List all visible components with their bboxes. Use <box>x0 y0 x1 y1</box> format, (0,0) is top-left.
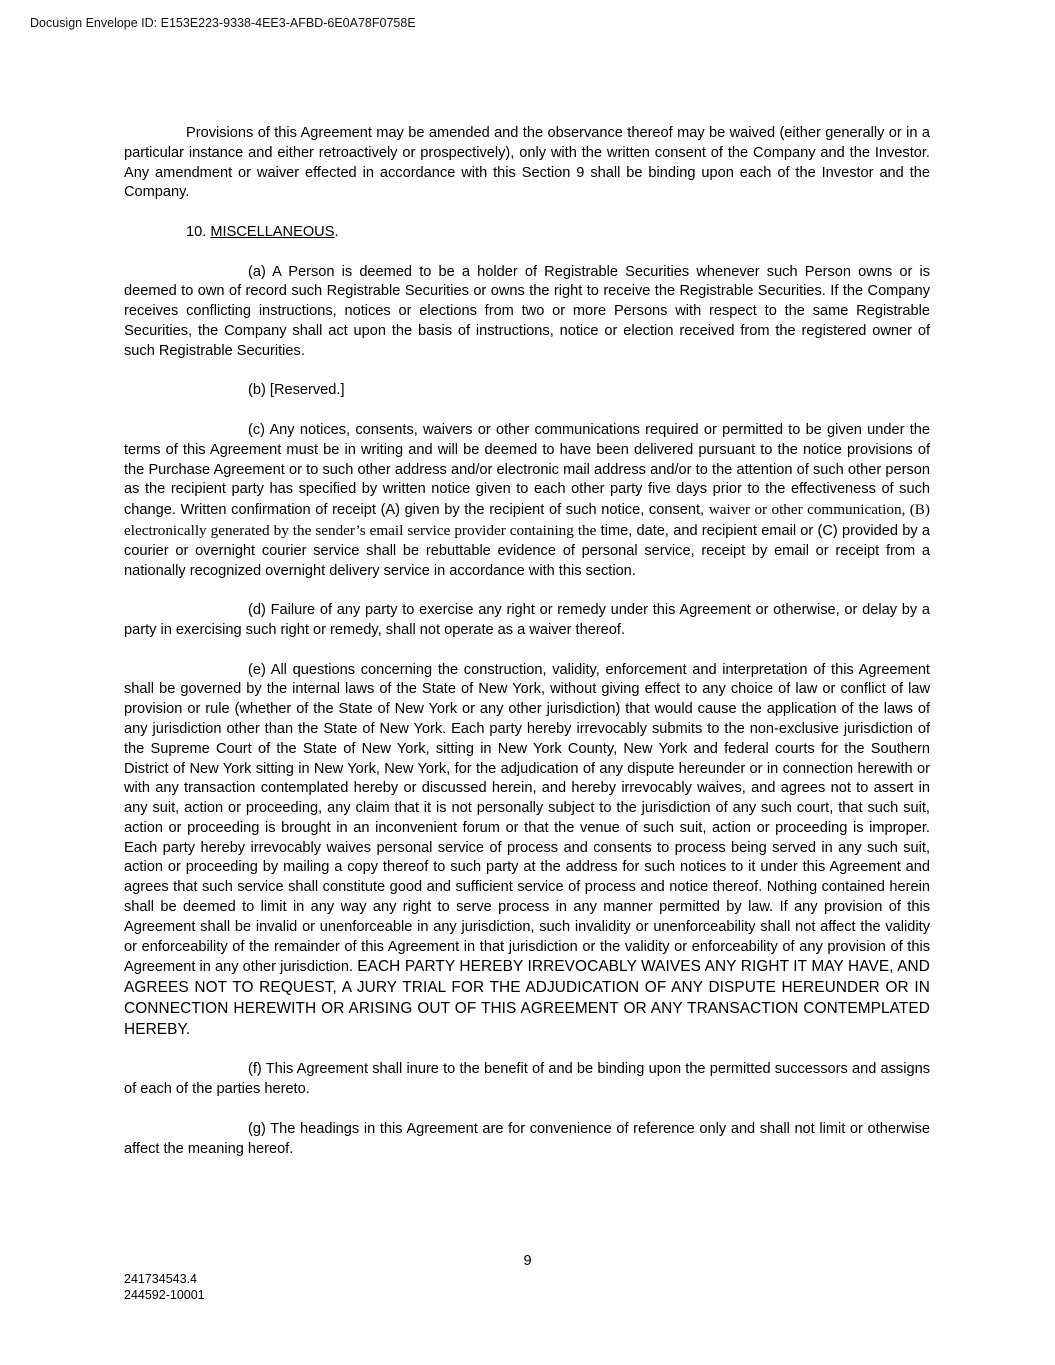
envelope-id-header: Docusign Envelope ID: E153E223-9338-4EE3-AFBD-6E0A78F0758E <box>30 16 416 30</box>
clause-e-text: (e) All questions concerning the construction, validity, enforcement and interpretation of this Agreement shall be governed by the internal laws of the State of New York, without giving effect to any choice of law or conflict of law provision or rule (whether of the State of New York or any other jurisdiction) that would cause the application of the laws of any jurisdiction other than the State of New York. Each party hereby irrevocably submits to the non-exclusive jurisdiction of the Supreme Court of the State of New York, sitting in New York County, New York and federal courts for the Southern District of New York sitting in New York, New York, for the adjudication of any dispute hereunder or in connection herewith or with any transaction contemplated hereby or discussed herein, and hereby irrevocably waives, and agrees not to assert in any suit, action or proceeding, any claim that it is not personally subject to the jurisdiction of any such court, that such suit, action or proceeding is brought in an inconvenient forum or that the venue of such suit, action or proceeding is improper. Each party hereby irrevocably waives personal service of process and consents to process being served in any such suit, action or proceeding by mailing a copy thereof to such party at the address for such notices to it under this Agreement and agrees that such service shall constitute good and sufficient service of process and notice thereof. Nothing contained herein shall be deemed to limit in any way any right to serve process in any manner permitted by law. If any provision of this Agreement shall be invalid or unenforceable in any jurisdiction, such invalidity or unenforceability shall not affect the validity or enforceability of the remainder of this Agreement in that jurisdiction or the validity or enforceability of any provision of this Agreement in any other jurisdiction. <box>124 661 930 976</box>
doc-id-2: 244592-10001 <box>124 1287 205 1302</box>
jury-waiver-text: EACH PARTY HEREBY IRREVOCABLY WAIVES ANY RIGHT IT MAY HAVE, AND AGREES NOT TO REQUEST, A JURY TRIAL FOR THE ADJUDICATION OF ANY DISPUTE HEREUNDER OR IN CONNECTION HEREWITH OR ARISING OUT OF THIS AGREEMENT OR ANY TRANSACTION CONTEMPLATED HEREBY. <box>124 958 930 1038</box>
clause-c <box>124 421 930 581</box>
clause-a: (a) A Person is deemed to be a holder of Registrable Securities whenever such Person owns or is deemed to own of record such Registrable Securities or owns the right to receive the Registrable Securities. If the Company receives conflicting instructions, notices or elections from two or more Persons with respect to the same Registrable Securities, the Company shall act upon the basis of instructions, notice or election received from the registered owner of such Registrable Securities. <box>124 263 930 359</box>
intro-paragraph: Provisions of this Agreement may be amended and the observance thereof may be waived (either generally or in a particular instance and either retroactively or prospectively), only with the written consent of the Company and the Investor. Any amendment or waiver effected in accordance with this Section 9 shall be binding upon each of the Investor and the Company. <box>124 125 930 201</box>
clause-g: (g) The headings in this Agreement are for convenience of reference only and shall not limit or otherwise affect the meaning hereof. <box>124 1120 930 1157</box>
clause-c-text-2: waiver or other communication, (B) electronically generated by the sender’s email service provider containing the <box>124 501 930 539</box>
document-ids <box>124 1272 205 1303</box>
clause-d: (d) Failure of any party to exercise any right or remedy under this Agreement or otherwise, or delay by a party in exercising such right or remedy, shall not operate as a waiver thereof. <box>124 602 930 638</box>
document-body <box>124 124 930 1179</box>
clause-b: (b) [Reserved.] <box>248 382 345 399</box>
section-number: 10. <box>186 223 207 240</box>
clause-f: (f) This Agreement shall inure to the benefit of and be binding upon the permitted successors and assigns of each of the parties hereto. <box>124 1061 930 1098</box>
doc-id-1: 241734543.4 <box>124 1272 197 1286</box>
clause-e <box>124 661 930 1041</box>
clause-c-text-3: time, date, and recipient email or (C) provided by a courier or overnight courier service shall be rebuttable evidence of personal service, receipt by email or receipt from a nationally recognized overnight delivery service in accordance with this section. <box>124 522 930 579</box>
section-title-period: . <box>334 223 339 240</box>
section-title: MISCELLANEOUS <box>210 223 335 240</box>
clause-c-text-1: (c) Any notices, consents, waivers or other communications required or permitted to be given under the terms of this Agreement must be in writing and will be deemed to have been delivered pursuant to the notice provisions of the Purchase Agreement or to such other address and/or electronic mail address and/or to the attention of such other person as the recipient party has specified by written notice given to each other party five days prior to the effectiveness of such change. Written confirmation of receipt (A) given by the recipient of such notice, consent, <box>124 421 930 519</box>
section-10-heading <box>186 223 930 243</box>
page-number: 9 <box>523 1253 532 1269</box>
